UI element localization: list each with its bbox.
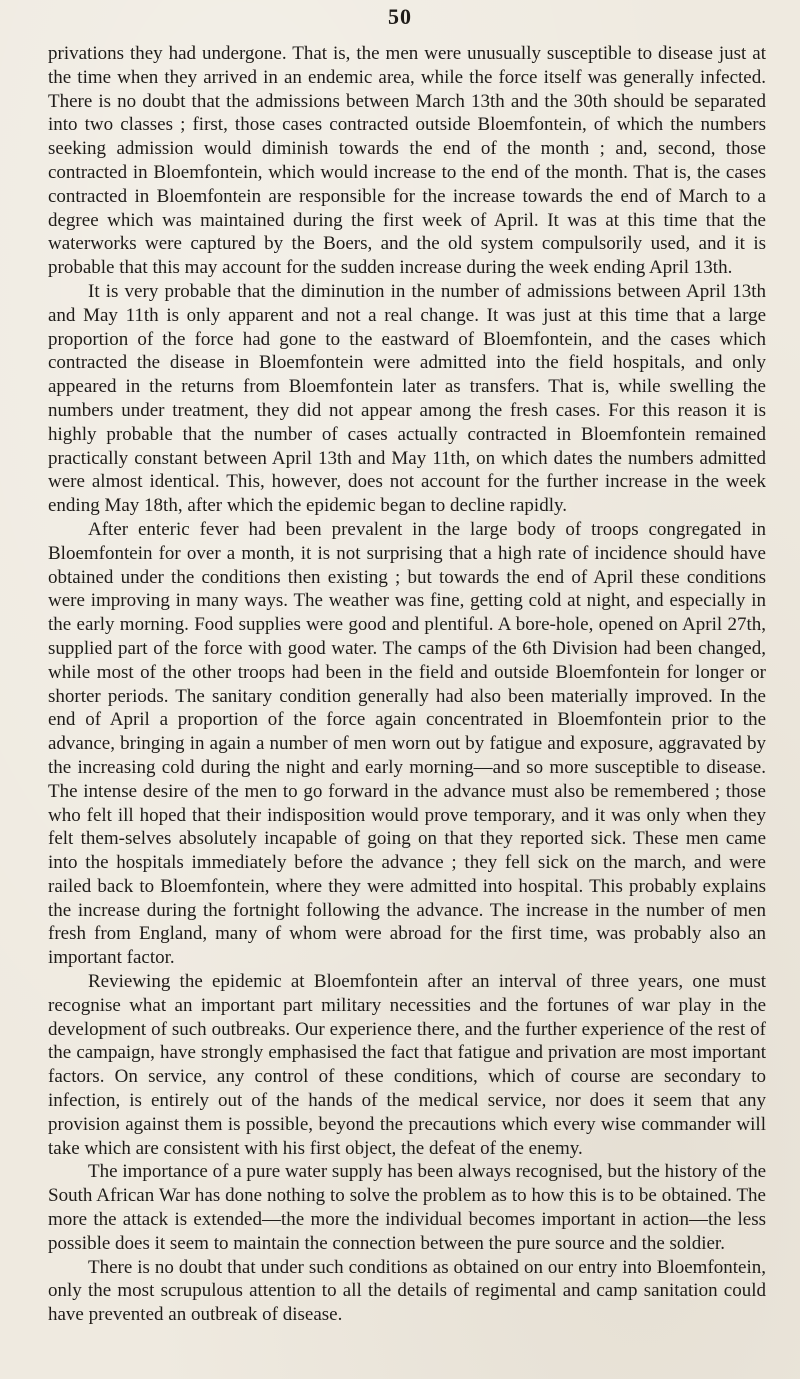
text-body [48,42,766,1327]
paragraph-6: There is no doubt that under such conditions as obtained on our entry into Bloemfontein, only the most scrupulous attention to all the details of regimental and camp sanitation could have prevented an outbreak of disease. [48,1256,766,1326]
page-number: 50 [388,4,412,29]
paragraph-3: After enteric fever had been prevalent in the large body of troops congregated in Bloemfontein for over a month, it is not surprising that a high rate of incidence should have obtained under the conditions then existing ; but towards the end of April these conditions were improving in many ways. The weather was fine, getting cold at night, and especially in the early morning. Food supplies were good and plentiful. A bore-hole, opened on April 27th, supplied part of the force with good water. The camps of the 6th Division had been changed, while most of the other troops had been in the field and outside Bloemfontein for longer or shorter periods. The sanitary condition generally had also been materially improved. In the end of April a proportion of the force again concentrated in Bloemfontein prior to the advance, bringing in again a number of men worn out by fatigue and exposure, aggravated by the increasing cold during the night and early morning—and so more susceptible to disease. The intense desire of the men to go forward in the advance must also be remembered ; those who felt ill hoped that their indisposition would prove temporary, and it was only when they felt them-selves absolutely incapable of going on that they reported sick. These men came into the hospitals immediately before the advance ; they fell sick on the march, and were railed back to Bloemfontein, where they were admitted into hospital. This probably explains the increase during the fortnight following the advance. The increase in the number of men fresh from England, many of whom were abroad for the first time, was probably also an important factor. [48,518,766,969]
paragraph-2: It is very probable that the diminution in the number of admissions between April 13th and May 11th is only apparent and not a real change. It was just at this time that a large proportion of the force had gone to the eastward of Bloemfontein, and the cases which contracted the disease in Bloemfontein were admitted into the field hospitals, and only appeared in the returns from Bloemfontein later as transfers. That is, while swelling the numbers under treatment, they did not appear among the fresh cases. For this reason it is highly probable that the number of cases actually contracted in Bloemfontein remained practically constant between April 13th and May 11th, on which dates the numbers admitted were almost identical. This, however, does not account for the further increase in the week ending May 18th, after which the epidemic began to decline rapidly. [48,280,766,517]
paragraph-5: The importance of a pure water supply has been always recognised, but the history of the South African War has done nothing to solve the problem as to how this is to be obtained. The more the attack is extended—the more the individual becomes important in action—the less possible does it seem to maintain the connection between the pure source and the soldier. [48,1161,766,1254]
paragraph-1: privations they had undergone. That is, the men were unusually susceptible to disease just at the time when they arrived in an endemic area, while the force itself was generally infected. There is no doubt that the admissions between March 13th and the 30th should be separated into two classes ; first, those cases contracted outside Bloemfontein, of which the numbers seeking admission would diminish towards the end of the month ; and, second, those contracted in Bloemfontein, which would increase to the end of the month. That is, the cases contracted in Bloemfontein are responsible for the increase towards the end of March to a degree which was maintained during the first week of April. It was at this time that the waterworks were captured by the Boers, and the old system compulsorily used, and it is probable that this may account for the sudden increase during the week ending April 13th. [48,43,766,279]
paragraph-4: Reviewing the epidemic at Bloemfontein after an interval of three years, one must recognise what an important part military necessities and the fortunes of war play in the development of such outbreaks. Our experience there, and the further experience of the rest of the campaign, have strongly emphasised the fact that fatigue and privation are most important factors. On service, any control of these conditions, which of course are secondary to infection, is entirely out of the hands of the medical service, nor does it seem that any provision against them is possible, beyond the precautions which every wise commander will take which are consistent with his first object, the defeat of the enemy. [48,971,766,1159]
